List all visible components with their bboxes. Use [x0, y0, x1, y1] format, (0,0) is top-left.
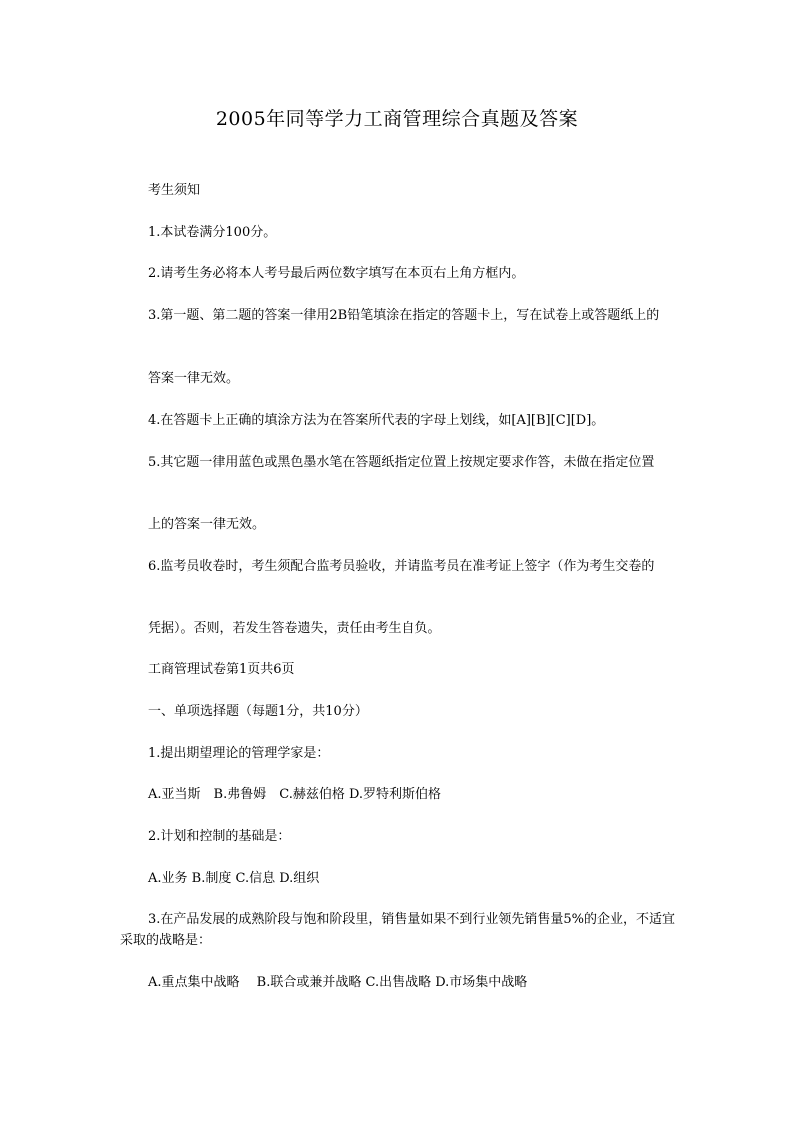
paragraph-9: 凭据）。否则，若发生答卷遗失，责任由考生自负。 [148, 621, 441, 636]
paragraph-7: 上的答案一律无效。 [148, 517, 266, 532]
question-1: 1.提出期望理论的管理学家是： [148, 746, 330, 761]
question-3-options: A.重点集中战略 B.联合或兼并战略 C.出售战略 D.市场集中战略 [148, 975, 528, 990]
question-1-options: A.亚当斯 B.弗鲁姆 C.赫兹伯格 D.罗特利斯伯格 [148, 787, 442, 802]
paragraph-8: 6.监考员收卷时，考生须配合监考员验收，并请监考员在准考证上签字（作为考生交卷的 [148, 559, 655, 574]
paragraph-1: 1.本试卷满分100分。 [148, 225, 277, 240]
section-heading: 一、单项选择题（每题1分，共10分） [148, 704, 368, 719]
paragraph-3: 3.第一题、第二题的答案一律用2B铅笔填涂在指定的答题卡上，写在试卷上或答题纸上的 [148, 308, 660, 323]
paragraph-6: 5.其它题一律用蓝色或黑色墨水笔在答题纸指定位置上按规定要求作答，未做在指定位置 [148, 455, 655, 470]
paragraph-5: 4.在答题卡上正确的填涂方法为在答案所代表的字母上划线，如[A][B][C][D]。 [148, 413, 605, 428]
paragraph-2: 2.请考生务必将本人考号最后两位数字填写在本页右上角方框内。 [148, 266, 525, 281]
document-title: 2005年同等学力工商管理综合真题及答案 [215, 108, 579, 130]
paragraph-4: 答案一律无效。 [148, 371, 240, 386]
question-2: 2.计划和控制的基础是： [148, 829, 291, 844]
question-3: 3.在产品发展的成熟阶段与饱和阶段里，销售量如果不到行业领先销售量5%的企业，不适宜采取的战略是： [120, 912, 676, 948]
notice-heading: 考生须知 [148, 183, 201, 198]
question-2-options: A.业务 B.制度 C.信息 D.组织 [148, 871, 320, 886]
page-footer-note: 工商管理试卷第1页共6页 [148, 662, 295, 677]
